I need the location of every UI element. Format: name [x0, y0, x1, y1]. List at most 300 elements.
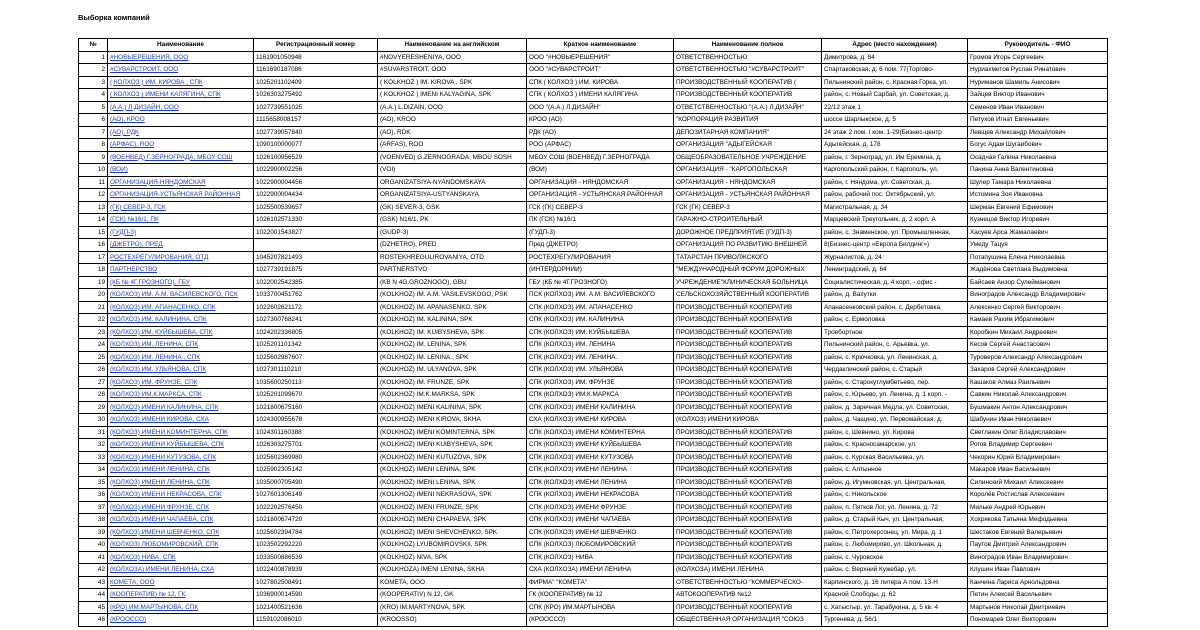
address-cell: район, с. Новый Сарбай, ул. Советская, д.	[822, 89, 968, 102]
director-cell: Светлакин Олег Владиславович	[968, 426, 1108, 439]
table-row	[79, 514, 1108, 527]
company-name-cell	[108, 64, 254, 77]
row-number-cell: 17	[79, 251, 108, 264]
director-cell: Петухов Игнат Евгеньевич	[968, 114, 1108, 127]
director-cell: Нуриахметов Руслан Ринатович	[968, 64, 1108, 77]
row-number-cell: 8	[79, 139, 108, 152]
full-name-cell: ОБЩЕОБРАЗОВАТЕЛЬНОЕ УЧРЕЖДЕНИЕ	[674, 151, 822, 164]
english-name-cell: (GSK) N16/1, PK	[378, 214, 527, 227]
full-name-cell: ПРОИЗВОДСТВЕННЫЙ КООПЕРАТИВ	[674, 314, 822, 327]
table-row	[79, 601, 1108, 614]
address-cell: район, п. Пятков Лог, ул. Ленина, д. 72	[822, 501, 968, 514]
company-name-link[interactable]: (КОЛХОЗ) ИМЕНИ ФРУНЗЕ, СПК	[110, 503, 210, 511]
address-cell: район, рабочий пос. Октябрьский, ул.	[822, 189, 968, 202]
english-name-cell: ( KOLKHOZ ) IMENI KALYAGINA, SPK	[378, 89, 527, 102]
reg-number-cell: 1024300955678	[254, 414, 378, 427]
address-cell: район, с. Знаменское, ул. Промышленная,	[822, 226, 968, 239]
row-number-cell: 7	[79, 126, 108, 139]
full-name-cell: ОРГАНИЗАЦИЯ - УСТЬЯНСКАЯ РАЙОННАЯ	[674, 189, 822, 202]
reg-number-cell: 1025201099670	[254, 389, 378, 402]
company-name-link[interactable]: ОРГАНИЗАЦИЯ-НЯНДОМСКАЯ	[110, 178, 206, 186]
address-cell: район, д. Старый Кыч, ул. Центральная,	[822, 514, 968, 527]
english-name-cell: (KOLKHOZ) IM. LENINA., SPK	[378, 351, 527, 364]
english-name-cell: (VOI)	[378, 164, 527, 177]
column-header-full-name: Наименование полное	[674, 39, 822, 52]
company-name-cell	[108, 414, 254, 427]
company-name-link[interactable]: (КОЛХОЗ) ИМЕНИ КАЛИНИНА, СПК	[110, 403, 219, 411]
address-cell: Спартаковская, д. 6 пом. 77(Торгово-	[822, 64, 968, 77]
reg-number-cell: 1035000705490	[254, 476, 378, 489]
director-cell: Нуриманов Шамиль Анисович	[968, 76, 1108, 89]
director-cell: Канчина Лариса Арнольдовна	[968, 576, 1108, 589]
director-cell: Семенов Иван Иванович	[968, 101, 1108, 114]
company-name-cell	[108, 289, 254, 302]
full-name-cell: ОТВЕТСТВЕННОСТЬЮ "#СУВАРСТРОИТ"	[674, 64, 822, 77]
reg-number-cell: 1026303275492	[254, 89, 378, 102]
company-name-link[interactable]: (КОЛХОЗ) ИМЕНИ КОМИНТЕРНА, СПК	[110, 428, 228, 436]
company-name-link[interactable]: ( КОЛХОЗ ) ИМ. КИРОВА , СПК	[110, 78, 203, 86]
company-name-cell	[108, 464, 254, 477]
company-name-link[interactable]: (КОЛХОЗ) ИМ. УЛЬЯНОВА, СПК	[110, 366, 207, 374]
reg-number-cell: 1022400878939	[254, 564, 378, 577]
english-name-cell: (KROOSSO)	[378, 614, 527, 627]
director-cell: Чекорин Юрий Владимирович	[968, 451, 1108, 464]
director-cell: Рогов Владимир Сергеевич	[968, 439, 1108, 452]
short-name-cell: СПК (КОЛХОЗ) ИМЕНИ НЕКРАСОВА	[527, 489, 674, 502]
row-number-cell: 20	[79, 289, 108, 302]
table-row	[79, 51, 1108, 64]
company-name-link[interactable]: (ГСК) №16/1, ПК	[110, 216, 159, 224]
table-row	[79, 339, 1108, 352]
table-row	[79, 214, 1108, 227]
company-name-link[interactable]: (КОЛХОЗ) ИМЕНИ НЕКРАСОВА, СПК	[110, 491, 222, 499]
full-name-cell: ПРОИЗВОДСТВЕННЫЙ КООПЕРАТИВ	[674, 389, 822, 402]
reg-number-cell: 1022602621172	[254, 301, 378, 314]
company-name-link[interactable]: (КОЛХОЗ) ИМЕНИ КИРОВА, СХА	[110, 416, 209, 424]
company-name-link[interactable]: (КООПЕРАТИВ) № 12, ГК	[110, 591, 186, 599]
full-name-cell: ПРОИЗВОДСТВЕННЫЙ КООПЕРАТИВ	[674, 364, 822, 377]
company-name-link[interactable]: (КОЛХОЗ) ИМЕНИ КУЙБЫШЕВА, СПК	[110, 441, 225, 449]
director-cell: Виноградов Иван Владимирович	[968, 551, 1108, 564]
short-name-cell: СХА (КОЛХОЗА) ИМЕНИ ЛЕНИНА	[527, 564, 674, 577]
english-name-cell: (KOLKHOZ) NIVA, SPK	[378, 551, 527, 564]
short-name-cell: ГСК (ГК) СЕВЕР-3	[527, 201, 674, 214]
short-name-cell: ООО "#НОВЫЕРЕШЕНИЯ"	[527, 51, 674, 64]
director-cell: Шабунин Иван Николаевич	[968, 414, 1108, 427]
reg-number-cell: 1025602987607	[254, 351, 378, 364]
company-name-link[interactable]: (ДЖЕТРО), ПРЕД	[110, 241, 163, 249]
reg-number-cell: 1025902305142	[254, 464, 378, 477]
short-name-cell: ПСК (КОЛХОЗ) ИМ. А.М. ВАСИЛЕВСКОГО	[527, 289, 674, 302]
company-name-link[interactable]: (ВОЕНВЕД) Г.ЗЕРНОГРАДА, МБОУ СОШ	[110, 153, 233, 161]
address-cell: район, с. Любомирово, ул. Школьная, д.	[822, 539, 968, 552]
company-name-link[interactable]: (КОЛХОЗ) ИМ. ЛЕНИНА, СПК	[110, 341, 199, 349]
full-name-cell: ПРОИЗВОДСТВЕННЫЙ КООПЕРАТИВ	[674, 451, 822, 464]
company-name-link[interactable]: (АРФАС), ROO	[110, 141, 155, 149]
address-cell: район, д. Вахутки	[822, 289, 968, 302]
company-name-cell	[108, 564, 254, 577]
reg-number-cell: 1026102571330	[254, 214, 378, 227]
column-header-number: №	[79, 39, 108, 52]
english-name-cell: (AO), KROO	[378, 114, 527, 127]
table-row	[79, 289, 1108, 302]
company-name-link[interactable]: (КОЛХОЗ) ИМ. ЛЕНИНА., СПК	[110, 353, 200, 361]
address-cell: шоссе Шарлыкское, д. 5	[822, 114, 968, 127]
full-name-cell: ПРОИЗВОДСТВЕННЫЙ КООПЕРАТИВ	[674, 439, 822, 452]
company-name-link[interactable]: ОРГАНИЗАЦИЯ-УСТЬЯНСКАЯ РАЙОННАЯ	[110, 191, 241, 199]
full-name-cell: ОТВЕТСТВЕННОСТЬЮ "КОММЕРЧЕСКО-	[674, 576, 822, 589]
director-cell: Шерман Евгений Ефимович	[968, 201, 1108, 214]
address-cell: с. Хатыстыр, ул. Тарабукина, д. 5 кв. 4	[822, 601, 968, 614]
table-row	[79, 126, 1108, 139]
reg-number-cell: 1025201102409	[254, 76, 378, 89]
company-name-cell	[108, 164, 254, 177]
english-name-cell: (KOLKHOZ) IMENI KUIBYSHEVA, SPK	[378, 439, 527, 452]
company-name-link[interactable]: (КОЛХОЗ) ИМ. КАЛИНИНА, СПК	[110, 316, 207, 324]
reg-number-cell: 1022001543827	[254, 226, 378, 239]
short-name-cell: СПК ( КОЛХОЗ ) ИМ. КИРОВА	[527, 76, 674, 89]
company-name-link[interactable]: КОМЕТА, ООО	[110, 578, 155, 586]
company-name-cell	[108, 576, 254, 589]
english-name-cell: ORGANIZATSIYA-USTYANSKAYA	[378, 189, 527, 202]
address-cell: район, с. Крючковка, ул. Ленинская, д.	[822, 351, 968, 364]
row-number-cell: 38	[79, 514, 108, 527]
short-name-cell: СПК (КОЛХОЗ) ИМ. КУЙБЫШЕВА	[527, 326, 674, 339]
reg-number-cell: 1035600250113	[254, 376, 378, 389]
company-name-link[interactable]: (КБ № 4Г.ГРОЗНОГО), ГБУ	[110, 278, 190, 286]
address-cell: Ленинградский, д. 64	[822, 264, 968, 277]
full-name-cell: ПРОИЗВОДСТВЕННЫЙ КООПЕРАТИВ	[674, 601, 822, 614]
english-name-cell: (KOLKHOZ) IMENI CHAPAEVA, SPK	[378, 514, 527, 527]
short-name-cell: ПК (ГСК) №16/1	[527, 214, 674, 227]
full-name-cell: ПРОИЗВОДСТВЕННЫЙ КООПЕРАТИВ	[674, 351, 822, 364]
company-name-link[interactable]: (КОЛХОЗА) ИМЕНИ ЛЕНИНА, СХА	[110, 566, 214, 574]
english-name-cell: (KOLKHOZ) IMENI FRUNZE, SPK	[378, 501, 527, 514]
table-row	[79, 489, 1108, 502]
english-name-cell: (KOLKHOZ) IM. APANASENKO, SPK	[378, 301, 527, 314]
director-cell: Левщев Александр Михайлович	[968, 126, 1108, 139]
director-cell: Кесов Сергей Анастасович	[968, 339, 1108, 352]
company-name-cell	[108, 389, 254, 402]
english-name-cell: (KOLKHOZ) IMENI KOMINTERNA, SPK	[378, 426, 527, 439]
full-name-cell: ОБЩЕСТВЕННАЯ ОРГАНИЗАЦИЯ "СОЮЗ	[674, 614, 822, 627]
company-name-link[interactable]: #НОВЫЕРЕШЕНИЯ, ООО	[110, 53, 189, 61]
company-name-cell	[108, 476, 254, 489]
director-cell: Умеду Тацуя	[968, 239, 1108, 252]
full-name-cell: ПРОИЗВОДСТВЕННЫЙ КООПЕРАТИВ	[674, 426, 822, 439]
director-cell: Хасуев Арса Жамалаевич	[968, 226, 1108, 239]
row-number-cell: 18	[79, 264, 108, 277]
company-name-cell	[108, 51, 254, 64]
row-number-cell: 33	[79, 451, 108, 464]
table-row	[79, 89, 1108, 102]
full-name-cell: "КОРПОРАЦИЯ РАЗВИТИЯ	[674, 114, 822, 127]
reg-number-cell: 1036900014590	[254, 589, 378, 602]
company-name-cell	[108, 514, 254, 527]
english-name-cell: ROSTEKHREGULIROVANIYA, OTD	[378, 251, 527, 264]
company-name-cell	[108, 526, 254, 539]
short-name-cell: ООО "(А.А.) Л.ДИЗАЙН"	[527, 101, 674, 114]
company-name-cell	[108, 139, 254, 152]
company-name-link[interactable]: #СУВАРСТРОИТ, ООО	[110, 66, 179, 74]
company-name-link[interactable]: (КОЛХОЗ) ИМ. АПАНАСЕНКО, СПК	[110, 303, 216, 311]
english-name-cell: (ARFAS), ROO	[378, 139, 527, 152]
company-name-link[interactable]: (АО), РДК	[110, 128, 139, 136]
table-row	[79, 251, 1108, 264]
full-name-cell: ПРОИЗВОДСТВЕННЫЙ КООПЕРАТИВ	[674, 339, 822, 352]
company-name-cell	[108, 376, 254, 389]
row-number-cell: 14	[79, 214, 108, 227]
table-row	[79, 539, 1108, 552]
director-cell: Шестаков Евгений Валерьевич	[968, 526, 1108, 539]
full-name-cell: ГАРАЖНО-СТРОИТЕЛЬНЫЙ	[674, 214, 822, 227]
reg-number-cell: 1023502292220	[254, 539, 378, 552]
reg-number-cell: 1026100956529	[254, 151, 378, 164]
english-name-cell: PARTNERSTVO	[378, 264, 527, 277]
table-row	[79, 176, 1108, 189]
short-name-cell: (ГУДП-3)	[527, 226, 674, 239]
table-row	[79, 276, 1108, 289]
director-cell: Камаев Рахим Ибрагимович	[968, 314, 1108, 327]
full-name-cell: ПРОИЗВОДСТВЕННЫЙ КООПЕРАТИВ	[674, 376, 822, 389]
company-name-link[interactable]: (КОЛХОЗ) ИМЕНИ ЧАПАЕВА, СПК	[110, 516, 214, 524]
reg-number-cell: 1022202576450	[254, 501, 378, 514]
table-row	[79, 351, 1108, 364]
english-name-cell: (KOLKHOZ) IMENI LENINA, SPK	[378, 476, 527, 489]
company-name-link[interactable]: ( КОЛХОЗ ) ИМЕНИ КАЛЯГИНА, СПК	[110, 91, 221, 99]
company-name-link[interactable]: (КОЛХОЗ) ЛЮБОМИРОВСКИЙ, СПК	[110, 541, 219, 549]
table-row	[79, 201, 1108, 214]
director-cell: Коробкин Михаил Андреевич	[968, 326, 1108, 339]
short-name-cell: (ИНТЕРДОРНИИ)	[527, 264, 674, 277]
header-row	[79, 39, 1108, 52]
table-row	[79, 64, 1108, 77]
english-name-cell: (KOLKHOZ) IMENI KUTUZOVA, SPK	[378, 451, 527, 464]
short-name-cell: РОО (АРФАС)	[527, 139, 674, 152]
address-cell: район, с. Никольское	[822, 489, 968, 502]
table-row	[79, 189, 1108, 202]
company-name-link[interactable]: (КОЛХОЗ) ИМ. КУЙБЫШЕВА, СПК	[110, 328, 213, 336]
table-row	[79, 576, 1108, 589]
reg-number-cell: 1161901050948	[254, 51, 378, 64]
reg-number-cell: 1159102086010	[254, 614, 378, 627]
company-name-cell	[108, 614, 254, 627]
company-name-link[interactable]: РОСТЕХРЕГУЛИРОВАНИЯ, ОТД	[110, 253, 209, 261]
address-cell: 24 этаж 2 пом. I ком. 1-29(Бизнес-центр	[822, 126, 968, 139]
full-name-cell: ПРОИЗВОДСТВЕННЫЙ КООПЕРАТИВ	[674, 476, 822, 489]
row-number-cell: 42	[79, 564, 108, 577]
table-row	[79, 114, 1108, 127]
full-name-cell: ПРОИЗВОДСТВЕННЫЙ КООПЕРАТИВ	[674, 89, 822, 102]
short-name-cell: СПК (КОЛХОЗ) ИМЕНИ КОМИНТЕРНА	[527, 426, 674, 439]
address-cell: район, д. Игумновская, ул. Центральная,	[822, 476, 968, 489]
row-number-cell: 19	[79, 276, 108, 289]
address-cell: Социалистическая, д. 4 корп. - офис -	[822, 276, 968, 289]
director-cell: Паутов Дмитрий Александрович	[968, 539, 1108, 552]
director-cell: Клушин Иван Павлович	[968, 564, 1108, 577]
company-name-link[interactable]: (КОЛХОЗ) НИВА, СПК	[110, 553, 176, 561]
row-number-cell: 43	[79, 576, 108, 589]
table-row	[79, 414, 1108, 427]
company-name-cell	[108, 214, 254, 227]
company-name-cell	[108, 239, 254, 252]
short-name-cell: СПК (КОЛХОЗ) ИМЕНИ ЛЕНИНА	[527, 464, 674, 477]
address-cell: район, с. Юрьево, ул. Ленина, д. 1 корп. -	[822, 389, 968, 402]
address-cell: район, д. Заречная Медла, ул. Советская,	[822, 401, 968, 414]
address-cell: район, с. Ермоловка	[822, 314, 968, 327]
company-name-link[interactable]: (КОЛХОЗ) ИМЕНИ ШЕВЧЕНКО, СПК	[110, 528, 220, 536]
short-name-cell: ФИРМА" "КОМЕТА"	[527, 576, 674, 589]
address-cell: Красной Слободы, д. 62	[822, 589, 968, 602]
full-name-cell: ПРОИЗВОДСТВЕННЫЙ КООПЕРАТИВ	[674, 489, 822, 502]
table-row	[79, 464, 1108, 477]
director-cell: Мартынов Николай Дмитриевич	[968, 601, 1108, 614]
column-header-address: Адрес (место нахождения)	[822, 39, 968, 52]
full-name-cell: "МЕЖДУНАРОДНЫЙ ФОРУМ ДОРОЖНЫХ	[674, 264, 822, 277]
company-name-link[interactable]: (КОЛХОЗ) ИМ.К.МАРКСА, СПК	[110, 391, 202, 399]
company-name-link[interactable]: (КОЛХОЗ) ИМЕНИ КУТУЗОВА, СПК	[110, 453, 217, 461]
full-name-cell: ГСК (ГК) СЕВЕР-3	[674, 201, 822, 214]
company-name-cell	[108, 339, 254, 352]
table-row	[79, 364, 1108, 377]
column-header-short-name: Краткое наименование	[527, 39, 674, 52]
company-name-link[interactable]: (КОЛХОЗ) ИМЕНИ ЛЕНИНА, СПК	[110, 478, 210, 486]
row-number-cell: 25	[79, 351, 108, 364]
reg-number-cell: 1024301160388	[254, 426, 378, 439]
full-name-cell: АВТОКООПЕРАТИВ №12	[674, 589, 822, 602]
director-cell: Савкин Николай Александрович	[968, 389, 1108, 402]
english-name-cell: (KOLKHOZ) IMENI KIROVA, SKHA	[378, 414, 527, 427]
row-number-cell: 23	[79, 326, 108, 339]
table-row	[79, 426, 1108, 439]
company-name-link[interactable]: (ГК) СЕВЕР-3, ГСК	[110, 203, 166, 211]
reg-number-cell: 1115658008157	[254, 114, 378, 127]
director-cell: Мильке Андрей Юрьевич	[968, 501, 1108, 514]
reg-number-cell: 1026303275701	[254, 439, 378, 452]
address-cell: район, с. Старокутлумбетьево, пер.	[822, 376, 968, 389]
company-name-cell	[108, 151, 254, 164]
english-name-cell: (KOLKHOZ) IM. KALININA, SPK	[378, 314, 527, 327]
company-name-link[interactable]: (КРО) ИМ.МАРТЫНОВА, СПК	[110, 603, 199, 611]
english-name-cell: (KRO) IM.MARTYNOVA, SPK	[378, 601, 527, 614]
english-name-cell: (KOLKHOZ) IMENI LENINA, SPK	[378, 464, 527, 477]
row-number-cell: 9	[79, 151, 108, 164]
company-name-link[interactable]: ПАРТНЕРСТВО	[110, 266, 158, 274]
company-name-cell	[108, 401, 254, 414]
director-cell: Виноградов Александр Владимирович	[968, 289, 1108, 302]
full-name-cell: (КОЛХОЗА) ИМЕНИ ЛЕНИНА	[674, 564, 822, 577]
reg-number-cell: 1033700451762	[254, 289, 378, 302]
row-number-cell: 1	[79, 51, 108, 64]
reg-number-cell: 1027601306149	[254, 489, 378, 502]
company-name-cell	[108, 201, 254, 214]
table-row	[79, 164, 1108, 177]
english-name-cell: (KOLKHOZ) IM. FRUNZE, SPK	[378, 376, 527, 389]
company-name-link[interactable]: (А.А.) Л.ДИЗАЙН, ООО	[110, 103, 179, 111]
short-name-cell: СПК (КОЛХОЗ) ИМ. ФРУНЗЕ	[527, 376, 674, 389]
company-name-cell	[108, 326, 254, 339]
row-number-cell: 13	[79, 201, 108, 214]
full-name-cell: ПРОИЗВОДСТВЕННЫЙ КООПЕРАТИВ (	[674, 76, 822, 89]
english-name-cell: (KOLKHOZA) IMENI LENINA, SKHA	[378, 564, 527, 577]
reg-number-cell: 1021400521636	[254, 601, 378, 614]
company-name-cell	[108, 439, 254, 452]
reg-number-cell: 1027739057840	[254, 126, 378, 139]
director-cell: Петин Алексей Васильевич	[968, 589, 1108, 602]
row-number-cell: 24	[79, 339, 108, 352]
short-name-cell: СПК (КОЛХОЗ) ИМ. КАЛИНИНА	[527, 314, 674, 327]
full-name-cell: СЕЛЬСКОХОЗЯЙСТВЕННЫЙ КООПЕРАТИВ	[674, 289, 822, 302]
row-number-cell: 10	[79, 164, 108, 177]
company-name-link[interactable]: (ГУДП-3)	[110, 228, 137, 236]
short-name-cell: СХА (КОЛХОЗ) ИМЕНИ КИРОВА	[527, 414, 674, 427]
address-cell: Карпинского, д. 16 литера А пом. 13-Н	[822, 576, 968, 589]
address-cell: район, с. Алтынное	[822, 464, 968, 477]
english-name-cell: (GK) SEVER-3, GSK	[378, 201, 527, 214]
row-number-cell: 37	[79, 501, 108, 514]
company-name-link[interactable]: (КОЛХОЗ) ИМ. ФРУНЗЕ, СПК	[110, 378, 198, 386]
company-name-link[interactable]: (АО), КРОО	[110, 116, 145, 124]
column-header-english-name: Наименование на английском	[378, 39, 527, 52]
address-cell: район, с. Красносамарское, ул.	[822, 439, 968, 452]
address-cell: Димитрова, д. 84	[822, 51, 968, 64]
table-row	[79, 589, 1108, 602]
row-number-cell: 36	[79, 489, 108, 502]
full-name-cell: ДЕПОЗИТАРНАЯ КОМПАНИЯ"	[674, 126, 822, 139]
english-name-cell: (KOOPERATIV) N 12, GK	[378, 589, 527, 602]
company-name-link[interactable]: (ВОИ)	[110, 166, 128, 174]
reg-number-cell: 1161690187086	[254, 64, 378, 77]
company-name-link[interactable]: (КРООССО)	[110, 616, 147, 624]
company-name-link[interactable]: (КОЛХОЗ) ИМ. А.М. ВАСИЛЕВСКОГО, ПСК	[110, 291, 238, 299]
short-name-cell: СПК (КРО) ИМ.МАРТЫНОВА	[527, 601, 674, 614]
row-number-cell: 15	[79, 226, 108, 239]
table-row	[79, 101, 1108, 114]
full-name-cell: ОТВЕТСТВЕННОСТЬЮ "(А.А.) Л.ДИЗАЙН"	[674, 101, 822, 114]
english-name-cell: (KOLKHOZ) IM. A.M. VASILEVSKOGO, PSK	[378, 289, 527, 302]
row-number-cell: 16	[79, 239, 108, 252]
company-name-cell	[108, 276, 254, 289]
english-name-cell: (KOLKHOZ) LYUBOMIROVSKII, SPK	[378, 539, 527, 552]
address-cell: район, с. Курская Васильевка, ул.	[822, 451, 968, 464]
english-name-cell: (KB N 4G.GROZNOGO), GBU	[378, 276, 527, 289]
english-name-cell: (KOLKHOZ) IM.K.MARKSA, SPK	[378, 389, 527, 402]
company-name-cell	[108, 364, 254, 377]
reg-number-cell: 1025201101342	[254, 339, 378, 352]
company-name-cell	[108, 114, 254, 127]
address-cell: район, г. Няндома, ул. Советская, д.	[822, 176, 968, 189]
company-name-cell	[108, 264, 254, 277]
short-name-cell: СПК (КОЛХОЗ) ИМЕНИ ШЕВЧЕНКО	[527, 526, 674, 539]
address-cell: Каргопольский район, г. Каргополь, ул.	[822, 164, 968, 177]
director-cell: Кузнецов Виктор Игоревич	[968, 214, 1108, 227]
table-row	[79, 439, 1108, 452]
short-name-cell: СПК (КОЛХОЗ) ИМЕНИ ЛЕНИНА	[527, 476, 674, 489]
reg-number-cell: 1033500886539	[254, 551, 378, 564]
company-name-link[interactable]: (КОЛХОЗ) ИМЕНИ ЛЕНИНА, СПК	[110, 466, 210, 474]
row-number-cell: 40	[79, 539, 108, 552]
table-row	[79, 476, 1108, 489]
director-cell: Панина Анна Валентиновна	[968, 164, 1108, 177]
row-number-cell: 44	[79, 589, 108, 602]
row-number-cell: 29	[79, 401, 108, 414]
table-row	[79, 239, 1108, 252]
table-row	[79, 551, 1108, 564]
address-cell: Журналистов, д. 24	[822, 251, 968, 264]
address-cell: Пильнинский район, с. Красная Горка, ул.	[822, 76, 968, 89]
row-number-cell: 26	[79, 364, 108, 377]
director-cell: Осадчая Галина Николаевна	[968, 151, 1108, 164]
